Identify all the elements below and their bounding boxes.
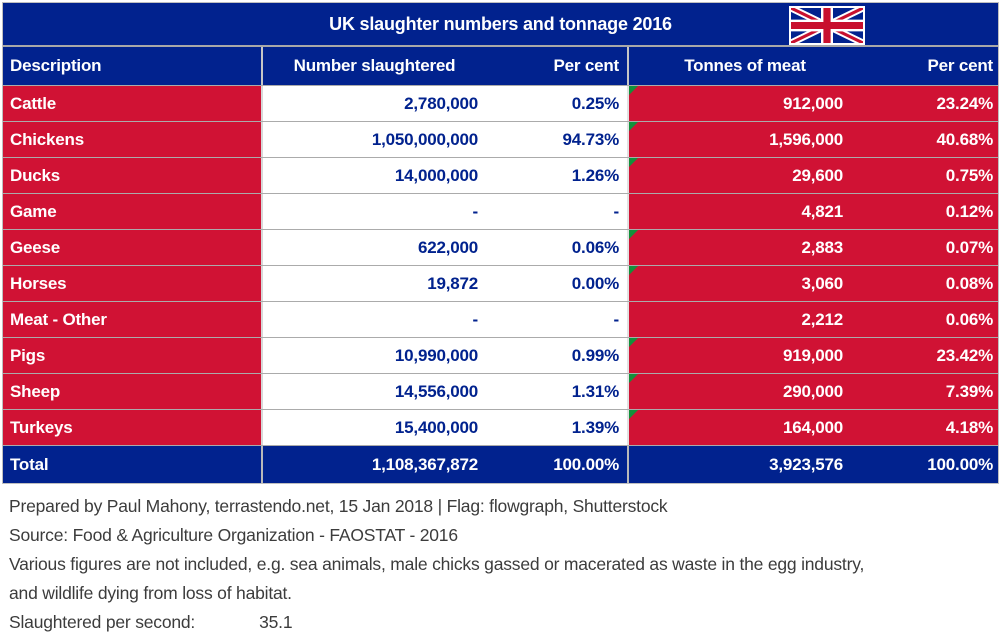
table-row xyxy=(3,301,998,337)
header-number-percent: Per cent xyxy=(486,47,629,85)
footer-notes xyxy=(9,492,994,637)
row-tonnes xyxy=(629,266,861,301)
cell-error-indicator-icon xyxy=(629,266,638,275)
row-number-slaughtered: 19,872 xyxy=(263,266,486,301)
table-header-row xyxy=(3,47,998,85)
row-tonnes-percent: 40.68% xyxy=(861,122,998,157)
footer-source-line: Source: Food & Agriculture Organization - FAOSTAT - 2016 xyxy=(9,525,458,545)
row-tonnes xyxy=(629,374,861,409)
row-tonnes-percent: 0.75% xyxy=(861,158,998,193)
row-tonnes-value: 1,596,000 xyxy=(769,129,843,149)
row-tonnes-percent: 0.06% xyxy=(861,302,998,337)
total-number: 1,108,367,872 xyxy=(371,454,478,474)
table-row xyxy=(3,409,998,445)
header-tonnes-of-meat: Tonnes of meat xyxy=(684,56,806,75)
table-row xyxy=(3,85,998,121)
row-number-slaughtered: - xyxy=(263,302,486,337)
cell-error-indicator-icon xyxy=(629,158,638,167)
row-number-percent: 94.73% xyxy=(486,122,629,157)
row-number-slaughtered: - xyxy=(263,194,486,229)
row-number-slaughtered: 14,000,000 xyxy=(263,158,486,193)
cell-error-indicator-icon xyxy=(629,122,638,131)
row-number-slaughtered: 10,990,000 xyxy=(263,338,486,373)
row-description: Chickens xyxy=(3,122,263,157)
row-number-percent: 1.31% xyxy=(486,374,629,409)
row-tonnes-percent: 23.42% xyxy=(861,338,998,373)
row-description: Geese xyxy=(3,230,263,265)
footer-credit-line: Prepared by Paul Mahony, terrastendo.net, 15 Jan 2018 | Flag: flowgraph, Shutterstock xyxy=(9,496,668,516)
header-number-slaughtered: Number slaughtered xyxy=(293,56,456,75)
total-tonnes: 3,923,576 xyxy=(769,454,843,474)
row-tonnes xyxy=(629,122,861,157)
row-description: Pigs xyxy=(3,338,263,373)
table-row xyxy=(3,373,998,409)
total-number-percent: 100.00% xyxy=(486,446,629,483)
table-row xyxy=(3,337,998,373)
row-number-percent: 1.26% xyxy=(486,158,629,193)
row-tonnes-percent: 0.07% xyxy=(861,230,998,265)
row-tonnes-percent: 7.39% xyxy=(861,374,998,409)
row-tonnes xyxy=(629,230,861,265)
table-row xyxy=(3,157,998,193)
row-tonnes xyxy=(629,194,861,229)
row-description: Horses xyxy=(3,266,263,301)
row-tonnes xyxy=(629,302,861,337)
row-tonnes-value: 919,000 xyxy=(782,345,843,365)
row-tonnes-value: 912,000 xyxy=(782,93,843,113)
row-tonnes xyxy=(629,410,861,445)
total-tonnes-percent: 100.00% xyxy=(927,454,993,474)
header-tonnes-percent: Per cent xyxy=(927,56,993,75)
footer-note-line-1: Various figures are not included, e.g. sea animals, male chicks gassed or macerated as waste in the egg industry, xyxy=(9,554,865,574)
row-number-percent: 0.25% xyxy=(486,86,629,121)
table-row xyxy=(3,265,998,301)
table-title: UK slaughter numbers and tonnage 2016 xyxy=(329,13,672,34)
footer-note-line-2: and wildlife dying from loss of habitat. xyxy=(9,583,292,603)
cell-error-indicator-icon xyxy=(629,86,638,95)
row-number-slaughtered: 2,780,000 xyxy=(263,86,486,121)
table-total-row xyxy=(3,445,998,483)
uk-flag-icon xyxy=(789,6,865,45)
header-description: Description xyxy=(3,47,263,85)
row-description: Ducks xyxy=(3,158,263,193)
row-number-slaughtered: 15,400,000 xyxy=(263,410,486,445)
row-number-slaughtered: 14,556,000 xyxy=(263,374,486,409)
row-tonnes-value: 3,060 xyxy=(801,273,843,293)
row-tonnes-percent: 23.24% xyxy=(861,86,998,121)
row-tonnes-value: 4,821 xyxy=(801,201,843,221)
cell-error-indicator-icon xyxy=(629,230,638,239)
row-description: Cattle xyxy=(3,86,263,121)
row-number-percent: - xyxy=(486,302,629,337)
row-number-percent: 0.06% xyxy=(486,230,629,265)
table-row xyxy=(3,229,998,265)
table-title-bar xyxy=(3,3,998,47)
row-description: Meat - Other xyxy=(3,302,263,337)
row-description: Sheep xyxy=(3,374,263,409)
row-tonnes-percent: 0.08% xyxy=(861,266,998,301)
row-tonnes xyxy=(629,338,861,373)
row-tonnes-percent: 0.12% xyxy=(861,194,998,229)
row-tonnes xyxy=(629,158,861,193)
table-row xyxy=(3,193,998,229)
row-description: Game xyxy=(3,194,263,229)
rate-value: 35.1 xyxy=(259,612,293,632)
row-tonnes-value: 2,883 xyxy=(801,237,843,257)
row-number-slaughtered: 1,050,000,000 xyxy=(263,122,486,157)
row-tonnes-value: 2,212 xyxy=(801,309,843,329)
cell-error-indicator-icon xyxy=(629,338,638,347)
row-number-percent: 1.39% xyxy=(486,410,629,445)
footer-rate-line xyxy=(9,608,994,637)
row-tonnes-value: 164,000 xyxy=(782,417,843,437)
row-number-percent: 0.00% xyxy=(486,266,629,301)
row-tonnes xyxy=(629,86,861,121)
row-description: Turkeys xyxy=(3,410,263,445)
table-body xyxy=(3,85,998,445)
slaughter-table xyxy=(2,2,999,484)
row-tonnes-percent: 4.18% xyxy=(861,410,998,445)
row-number-percent: - xyxy=(486,194,629,229)
row-tonnes-value: 29,600 xyxy=(792,165,843,185)
row-tonnes-value: 290,000 xyxy=(782,381,843,401)
total-label: Total xyxy=(3,446,263,483)
cell-error-indicator-icon xyxy=(629,410,638,419)
table-row xyxy=(3,121,998,157)
row-number-slaughtered: 622,000 xyxy=(263,230,486,265)
cell-error-indicator-icon xyxy=(629,374,638,383)
row-number-percent: 0.99% xyxy=(486,338,629,373)
rate-label: Slaughtered per second: xyxy=(9,612,196,632)
